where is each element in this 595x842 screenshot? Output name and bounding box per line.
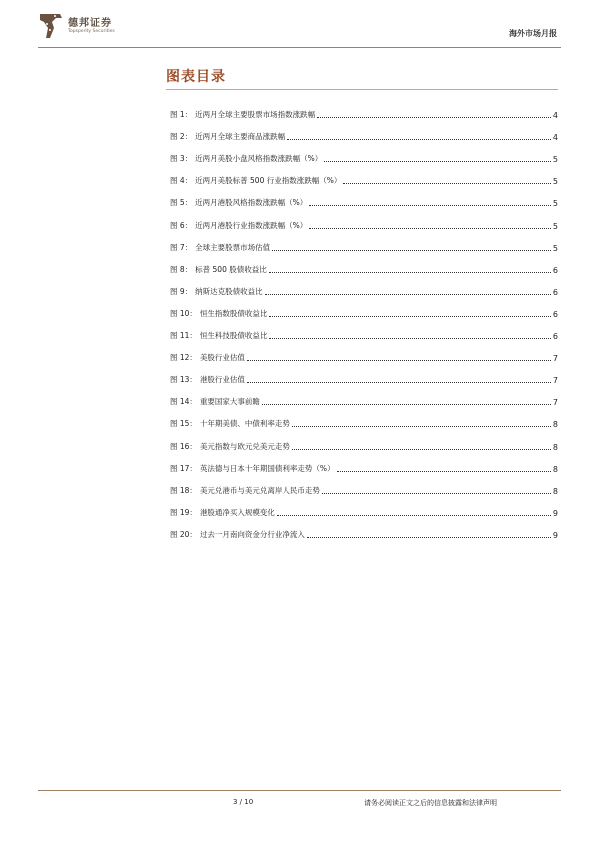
toc-entry[interactable] (170, 231, 558, 253)
page-number: 3 / 10 (233, 798, 254, 806)
toc-entry-number: 图 8： (170, 264, 193, 274)
toc-dot-leader (343, 183, 551, 184)
toc-entry[interactable] (170, 142, 558, 164)
toc-entry[interactable] (170, 407, 558, 429)
toc-dot-leader (317, 117, 551, 118)
toc-dot-leader (262, 404, 551, 405)
toc-entry-number: 图 11： (170, 331, 197, 341)
toc-entry-page: 9 (552, 530, 558, 540)
toc-entry-number: 图 18： (170, 485, 197, 495)
toc-entry-label[interactable]: 十年期美债、中债利率走势 (199, 419, 290, 429)
toc-entry-number: 图 2： (170, 132, 193, 142)
toc-dot-leader (272, 250, 551, 251)
toc-entry-label[interactable]: 近两月美股小盘风格指数涨跌幅（%） (195, 154, 323, 164)
toc-entry-page: 8 (552, 420, 558, 430)
toc-dot-leader (277, 515, 551, 516)
toc-entry-number: 图 4： (170, 176, 193, 186)
toc-dot-leader (309, 205, 551, 206)
toc-entry-label[interactable]: 美元兑港币与美元兑离岸人民币走势 (199, 485, 320, 495)
logo-chinese-name: 德邦证券 (68, 18, 112, 29)
toc-entry[interactable] (170, 164, 558, 186)
toc-entry-label[interactable]: 近两月港股风格指数涨跌幅（%） (195, 198, 308, 208)
toc-entry-number: 图 9： (170, 286, 193, 296)
toc-entry-page: 6 (552, 309, 558, 319)
logo-english-name: Topsperity Securities (68, 29, 115, 34)
toc-entry-number: 图 16： (170, 441, 197, 451)
toc-entry[interactable] (170, 518, 558, 540)
toc-entry[interactable] (170, 452, 558, 474)
toc-title: 图表目录 (166, 69, 226, 85)
toc-entry-label[interactable]: 恒生指数股债收益比 (199, 308, 268, 318)
toc-dot-leader (309, 228, 551, 229)
toc-dot-leader (265, 294, 551, 295)
toc-dot-leader (337, 471, 551, 472)
page-header (38, 10, 561, 46)
toc-entry-page: 8 (552, 464, 558, 474)
toc-dot-leader (269, 272, 551, 273)
toc-entry-page: 9 (552, 508, 558, 518)
toc-entry[interactable] (170, 341, 558, 363)
toc-entry[interactable] (170, 120, 558, 142)
toc-entry-page: 6 (552, 287, 558, 297)
toc-entry[interactable] (170, 253, 558, 275)
toc-entry-page: 8 (552, 442, 558, 452)
toc-entry-label[interactable]: 美元指数与欧元兑美元走势 (199, 441, 290, 451)
report-type-label: 海外市场月报 (509, 29, 557, 38)
toc-dot-leader (322, 493, 551, 494)
toc-entry-label[interactable]: 近两月全球主要商品涨跌幅 (195, 132, 286, 142)
toc-entry-label[interactable]: 标普 500 股债收益比 (195, 264, 267, 274)
toc-entry-label[interactable]: 过去一月南向资金分行业净流入 (199, 529, 305, 539)
toc-entry-label[interactable]: 港股通净买入规模变化 (199, 507, 275, 517)
header-divider (38, 47, 561, 48)
toc-dot-leader (324, 161, 551, 162)
toc-entry-number: 图 6： (170, 220, 193, 230)
toc-entry-label[interactable]: 英法德与日本十年期国债利率走势（%） (199, 463, 335, 473)
footer-divider (38, 790, 561, 791)
toc-entry-page: 5 (552, 199, 558, 209)
toc-entry-page: 7 (552, 398, 558, 408)
toc-entry[interactable] (170, 186, 558, 208)
toc-entry[interactable] (170, 98, 558, 120)
toc-dot-leader (247, 360, 551, 361)
toc-entry[interactable] (170, 385, 558, 407)
toc-entry-label[interactable]: 近两月美股标普 500 行业指数涨跌幅（%） (195, 176, 342, 186)
toc-entry-label[interactable]: 全球主要股票市场估值 (195, 242, 271, 252)
toc-entry-label[interactable]: 近两月港股行业指数涨跌幅（%） (195, 220, 308, 230)
toc-entry-number: 图 12： (170, 353, 197, 363)
toc-entry-label[interactable]: 近两月全球主要股票市场指数涨跌幅 (195, 110, 316, 120)
toc-entry-number: 图 7： (170, 242, 193, 252)
toc-entry-number: 图 5： (170, 198, 193, 208)
company-logo (38, 12, 148, 42)
toc-dot-leader (269, 338, 550, 339)
toc-entry-page: 8 (552, 486, 558, 496)
toc-entry[interactable] (170, 363, 558, 385)
toc-entry-number: 图 3： (170, 154, 193, 164)
toc-entry-page: 5 (552, 155, 558, 165)
toc-entry-page: 6 (552, 265, 558, 275)
toc-entry-number: 图 10： (170, 308, 197, 318)
toc-entry-number: 图 14： (170, 397, 197, 407)
toc-entry-label[interactable]: 港股行业估值 (199, 375, 245, 385)
toc-dot-leader (269, 316, 550, 317)
toc-entry-number: 图 17： (170, 463, 197, 473)
toc-dot-leader (287, 139, 551, 140)
toc-dot-leader (247, 382, 551, 383)
toc-entry[interactable] (170, 275, 558, 297)
toc-entry-page: 5 (552, 177, 558, 187)
toc-dot-leader (307, 537, 551, 538)
toc-entry-number: 图 15： (170, 419, 197, 429)
toc-entry-number: 图 19： (170, 507, 197, 517)
toc-entry-label[interactable]: 重要国家大事前瞻 (199, 397, 260, 407)
toc-entry[interactable] (170, 208, 558, 230)
toc-dot-leader (292, 426, 551, 427)
toc-entry-page: 7 (552, 376, 558, 386)
toc-entry[interactable] (170, 429, 558, 451)
toc-entry-number: 图 13： (170, 375, 197, 385)
toc-entry[interactable] (170, 319, 558, 341)
toc-entry-number: 图 20： (170, 529, 197, 539)
toc-entry-page: 4 (552, 133, 558, 143)
toc-entry-page: 4 (552, 111, 558, 121)
toc-entry[interactable] (170, 297, 558, 319)
figure-toc-list (170, 98, 558, 540)
toc-entry-number: 图 1： (170, 110, 193, 120)
toc-entry[interactable] (170, 496, 558, 518)
toc-entry[interactable] (170, 474, 558, 496)
toc-entry-label[interactable]: 美股行业估值 (199, 353, 245, 363)
toc-entry-label[interactable]: 恒生科技股债收益比 (199, 331, 268, 341)
toc-entry-page: 5 (552, 243, 558, 253)
toc-entry-page: 5 (552, 221, 558, 231)
toc-entry-label[interactable]: 纳斯达克股债收益比 (195, 286, 263, 296)
legal-disclaimer: 请务必阅读正文之后的信息披露和法律声明 (364, 799, 497, 807)
leopard-logo-icon (38, 12, 64, 40)
toc-dot-leader (292, 449, 551, 450)
toc-title-divider (166, 89, 558, 90)
toc-entry-page: 7 (552, 354, 558, 364)
toc-entry-page: 6 (552, 332, 558, 342)
